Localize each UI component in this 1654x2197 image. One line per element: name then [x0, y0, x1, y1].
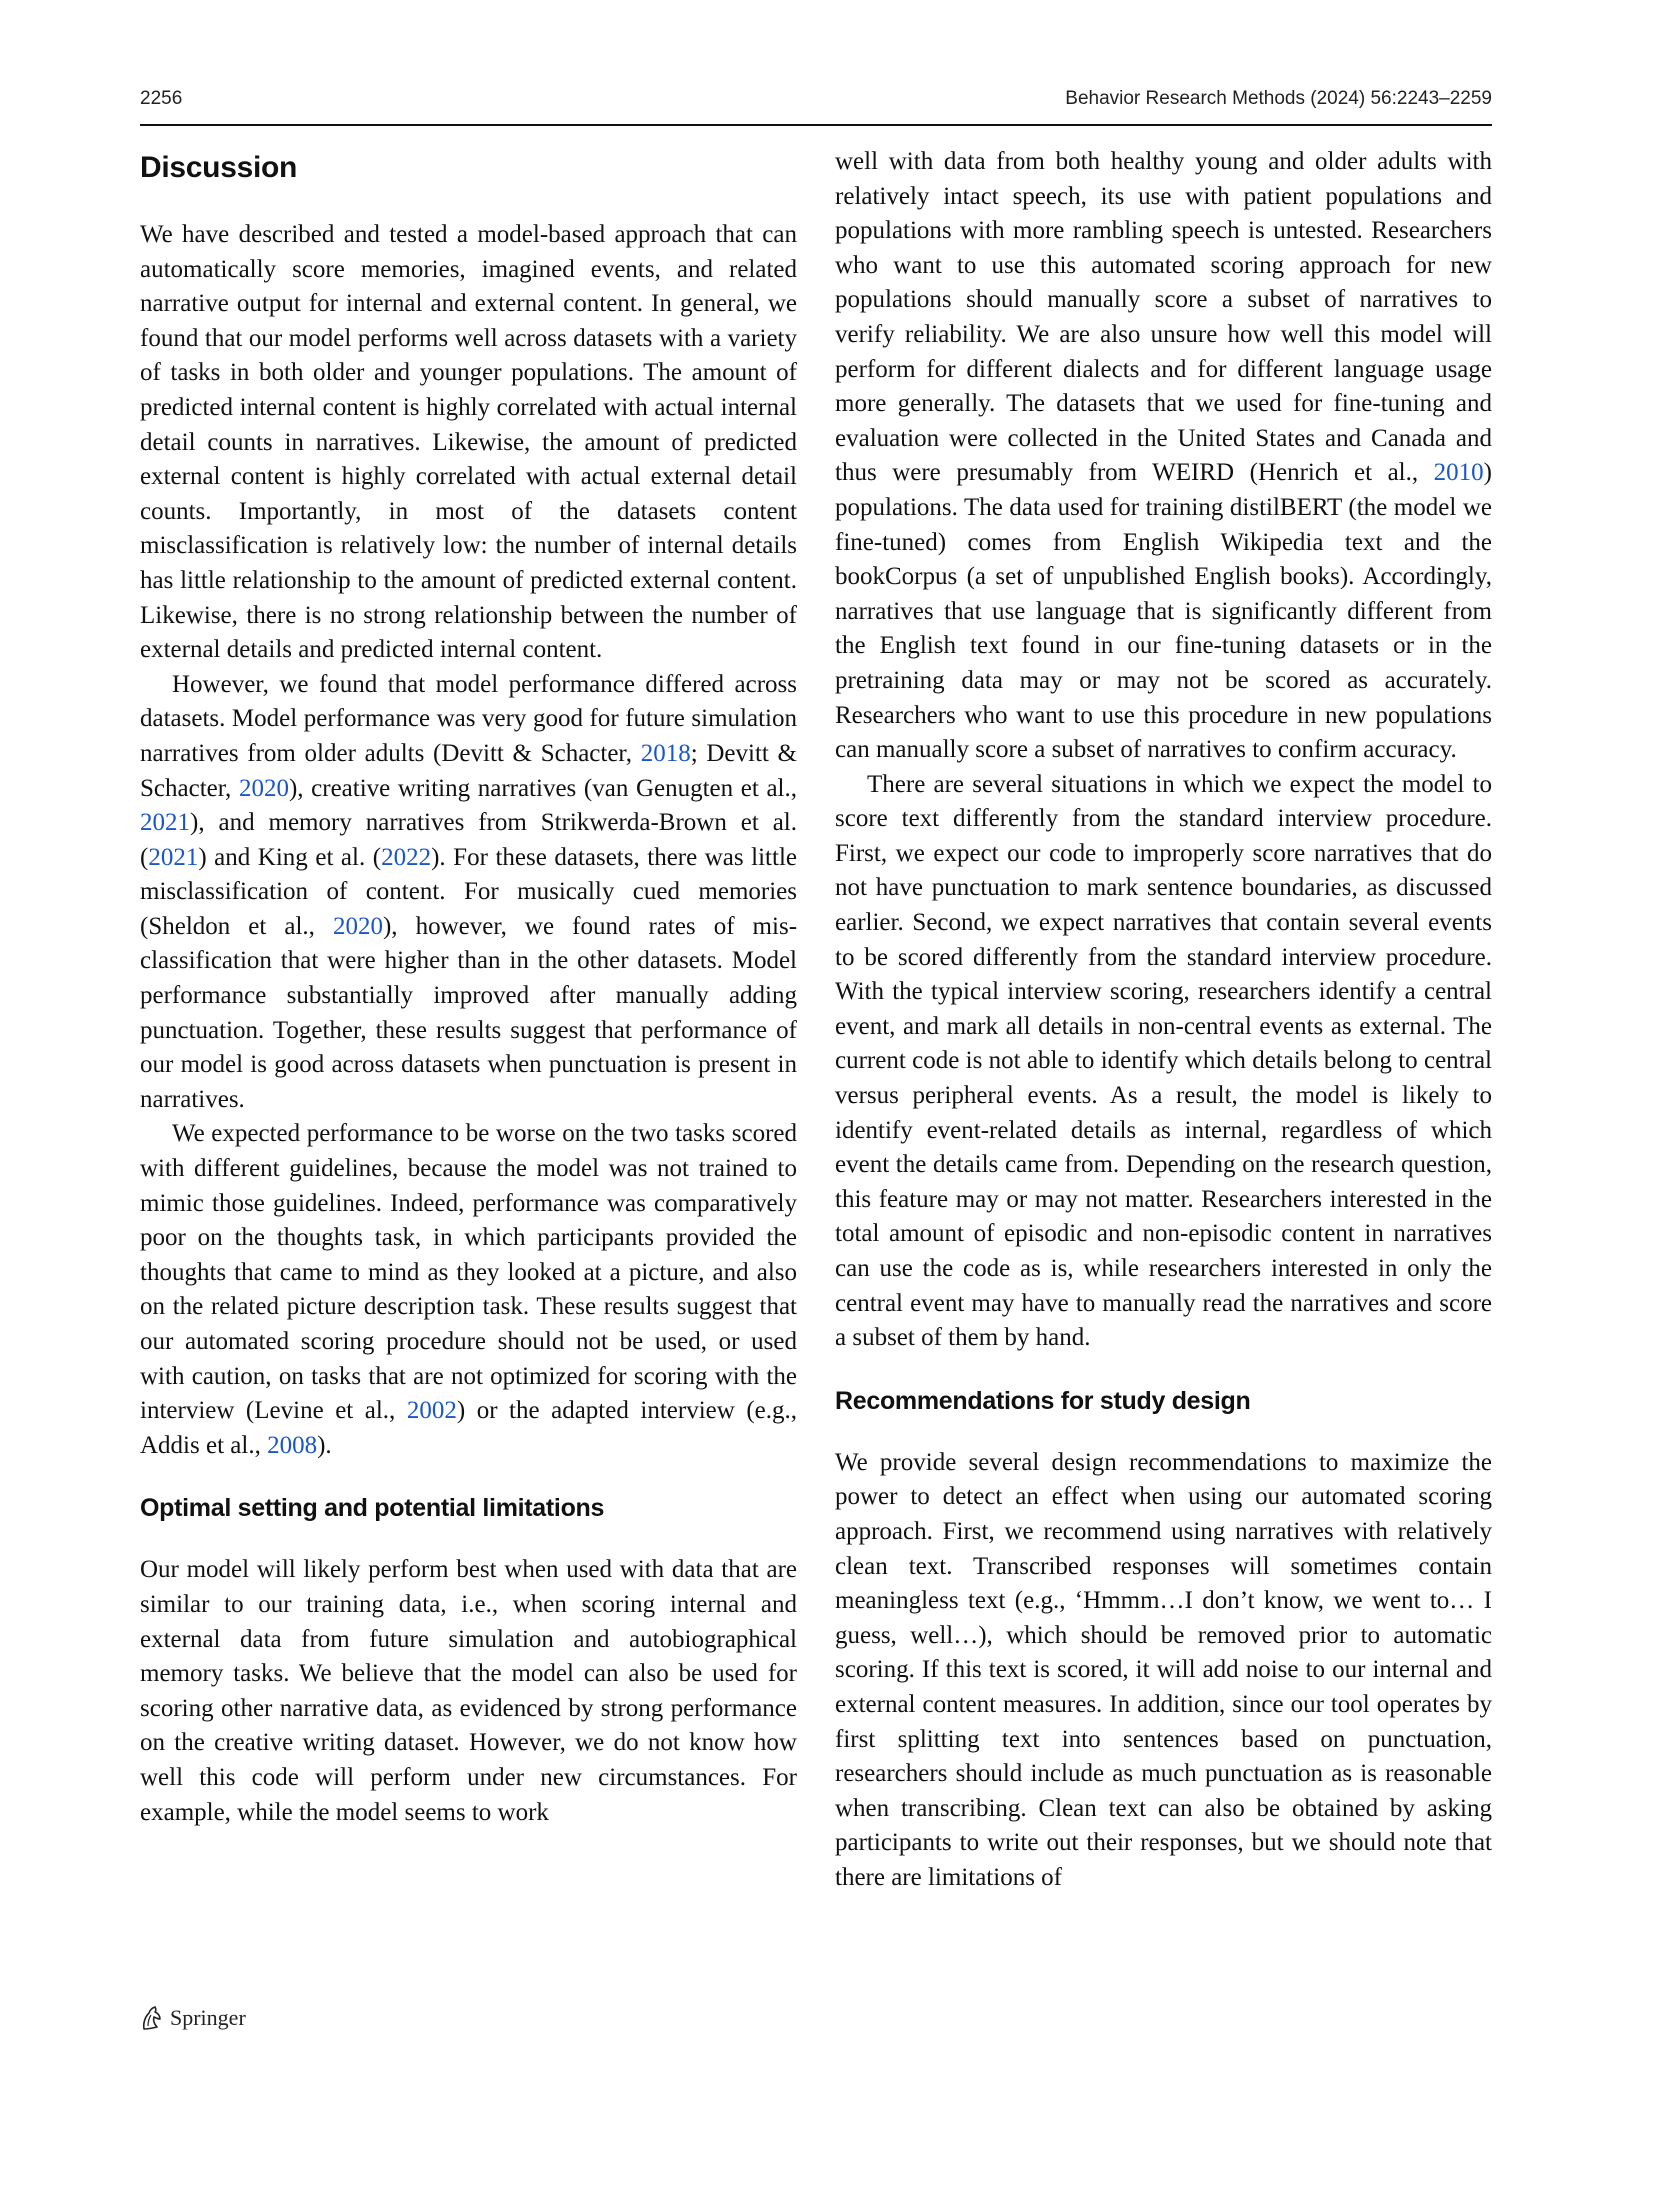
text-run: well with data from both healthy young and older adults with relatively intact speech, its use with patient populations and populations with more rambling speech is untested. Researchers who want to use this automated scoring approach for new populations should manually score a subset of narratives to verify reliability. We are also unsure how well this model will perform for different dialects and for different language usage more generally. The datasets that we used for fine-tuning and evaluation were collected in the United States and Canada and thus were presumably from WEIRD (Henrich et al., [835, 148, 1492, 487]
text-run: ), however, we found rates of misclassification that were higher than in the other datasets. Model performance substantially improved after manually adding punctuation. Together, these results suggest that performance of our model is good across datasets when punctuation is present in narratives. [140, 912, 798, 1113]
subsection-heading-recommendations: Recommendations for study design [835, 1386, 1251, 1415]
journal-citation: Behavior Research Methods (2024) 56:2243–2259 [1065, 88, 1492, 109]
text-run: ) and King et al. ( [198, 843, 382, 871]
page-number: 2256 [140, 88, 183, 109]
text-run: ), and memory narratives from Strikwerda-Brown et al. ( [140, 809, 797, 871]
text-run: ; Devitt & Schacter, [140, 739, 797, 802]
citation-link[interactable]: 2021 [148, 843, 199, 871]
citation-link[interactable]: 2022 [381, 843, 432, 871]
publisher-footer [140, 2005, 246, 2031]
publisher-name: Springer [170, 2005, 246, 2030]
text-run: ) or the adapted interview (e.g., Addis et al., [140, 1397, 797, 1459]
text-run: ). [317, 1431, 332, 1459]
citation-link[interactable]: 2020 [332, 912, 383, 940]
paragraph: There are several situations in which we expect the model to score text differently from the standard interview procedure. First, we expect our code to improperly score narratives that do not have punctuation to mark sentence boundaries, as discussed earlier. Second, we expect narratives that contain several events to be scored differently from the standard interview procedure. With the typical interview scoring, researchers identify a central event, and mark all details in non-central events as external. The current code is not able to identify which details belong to central versus peripheral events. As a result, the model is likely to identify event-related details as internal, regardless of which event the details came from. Depending on the research question, this feature may or may not matter. Researchers interested in the total amount of episodic and non-episodic content in narratives can use the code as is, while researchers interested in only the central event may have to manually read the narratives and score a subset of them by hand. [835, 770, 1492, 1352]
springer-horse-icon [140, 2005, 164, 2031]
paragraph [835, 145, 1492, 768]
paragraph: We have described and tested a model-based approach that can automatically score memories, imagined events, and related narrative output for internal and external content. In general, we found that our model performs well across datasets with a variety of tasks in both older and younger populations. The amount of predicted internal content is highly correlated with actual internal detail counts in narratives. Likewise, the amount of predicted external content is highly correlated with actual external detail counts. Importantly, in most of the datasets content misclassification is relatively low: the number of internal details has little relationship to the amount of predicted external content. Likewise, there is no strong relationship between the number of external details and predicted internal content. [140, 221, 797, 664]
header-rule [140, 124, 1492, 126]
subsection-heading-optimal-setting: Optimal setting and potential limitations [140, 1494, 605, 1523]
paragraph [140, 1117, 797, 1463]
paragraph: Our model will likely perform best when used with data that are similar to our training data, i.e., when scoring internal and external data from future simulation and autobiographical memory tasks. We believe that the model can also be used for scoring other narrative data, as evidenced by strong performance on the creative writing dataset. However, we do not know how well this code will perform under new circumstances. For example, while the model seems to work [140, 1556, 797, 1826]
paragraph: We provide several design recommendations to maximize the power to detect an effect when using our automated scoring approach. First, we recommend using narratives with relatively clean text. Transcribed responses will sometimes contain meaningless text (e.g., ‘Hmmm…I don’t know, we went to… I guess, well…), which should be removed prior to automatic scoring. If this text is scored, it will add noise to our internal and external content measures. In addition, since our tool operates by first splitting text into sentences based on punctuation, researchers should include as much punctuation as is reasonable when transcribing. Clean text can also be obtained by asking participants to write out their responses, but we should note that there are limitations of [835, 1448, 1492, 1891]
section-heading-discussion: Discussion [140, 151, 298, 184]
text-run: ), creative writing narratives (van Genugten et al., [288, 774, 797, 802]
text-run: ). For these datasets, there was little misclassification of content. For musically cued memories (Sheldon et al., [140, 843, 797, 940]
right-column [835, 145, 1492, 1896]
paragraph [140, 668, 797, 1118]
text-run: However, we found that model performance differed across datasets. Model performance was very good for future simulation narratives from older adults (Devitt & Schacter, [140, 670, 797, 767]
citation-link[interactable]: 2008 [267, 1431, 318, 1459]
left-column [140, 145, 797, 1830]
text-run: ) populations. The data used for training distilBERT (the model we fine-tuned) comes from English Wikipedia text and the bookCorpus (a set of unpublished English books). Accordingly, narratives that use language that is significantly different from the English text found in our fine-tuning datasets or in the pretraining data may or may not be scored as accurately. Researchers who want to use this procedure in new populations can manually score a subset of narratives to confirm accuracy. [835, 459, 1492, 764]
citation-link[interactable]: 2010 [1433, 459, 1484, 487]
citation-link[interactable]: 2020 [238, 774, 289, 802]
text-run: We expected performance to be worse on the two tasks scored with different guidelines, because the model was not trained to mimic those guidelines. Indeed, performance was comparatively poor on the thoughts task, in which participants provided the thoughts that came to mind as they looked at a picture, and also on the related picture description task. These results suggest that our automated scoring procedure should not be used, or used with caution, on tasks that are not optimized for scoring with the interview (Levine et al., [140, 1120, 797, 1425]
citation-link[interactable]: 2021 [140, 809, 190, 837]
citation-link[interactable]: 2002 [406, 1397, 457, 1425]
citation-link[interactable]: 2018 [640, 739, 691, 767]
